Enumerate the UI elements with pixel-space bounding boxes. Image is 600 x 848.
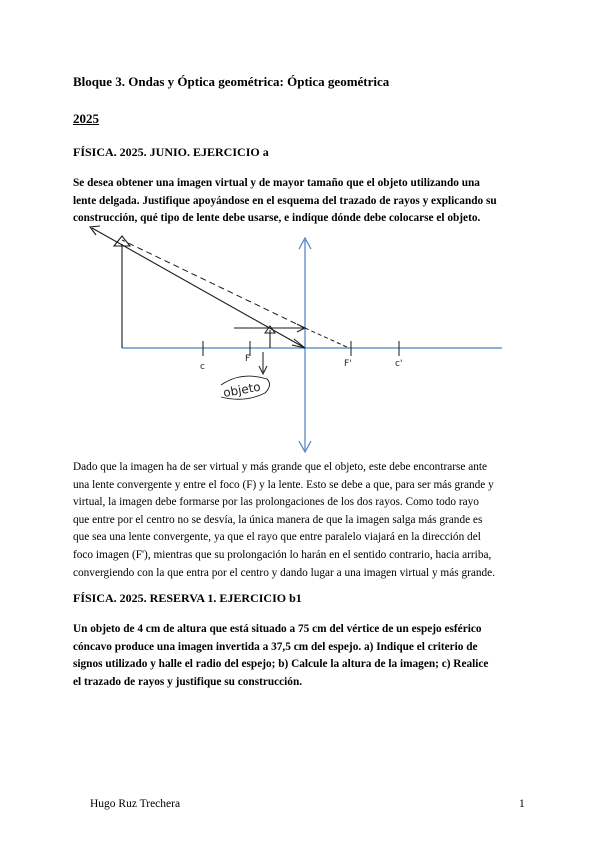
footer-author: Hugo Ruz Trechera: [90, 798, 181, 810]
exercise-1-answer: [73, 459, 528, 582]
question-line: Un objeto de 4 cm de altura que está situado a 75 cm del vértice de un espejo esférico: [73, 623, 482, 635]
footer-page-number: 1: [519, 798, 525, 810]
question-line: signos utilizado y halle el radio del espejo; b) Calcule la altura de la imagen; c) Realice: [73, 658, 489, 671]
answer-line: que sea una lente convergente, ya que el rayo que entre paralelo viajará en la dirección del: [73, 531, 481, 544]
exercise-2-heading: FÍSICA. 2025. RESERVA 1. EJERCICIO b1: [73, 591, 302, 605]
label-f: F: [245, 354, 251, 364]
year-heading: 2025: [73, 111, 99, 126]
label-f-prime: F': [344, 359, 352, 369]
answer-line: foco imagen (F'), mientras que su prolongación lo harán en el sentido contrario, hacia arriba,: [73, 548, 492, 561]
answer-line: una lente convergente y entre el foco (F) y la lente. Esto se debe a que, para ser más grande y: [73, 478, 494, 491]
question-line: el trazado de rayos y justifique su construcción.: [73, 675, 303, 688]
answer-line: Dado que la imagen ha de ser virtual y más grande que el objeto, este debe encontrarse ante: [73, 461, 488, 473]
answer-line: que entre por el centro no se desvía, la única manera de que la imagen salga más grande es: [73, 513, 483, 526]
block-title: Bloque 3. Ondas y Óptica geométrica: Óptica geométrica: [73, 74, 390, 89]
question-line: lente delgada. Justifique apoyándose en el esquema del trazado de rayos y explicando su: [73, 194, 497, 207]
central-ray-arrowhead: [90, 226, 100, 235]
question-line: construcción, qué tipo de lente debe usarse, e indique dónde debe colocarse el objeto.: [73, 212, 481, 225]
central-ray: [92, 228, 305, 348]
refracted-ray: [305, 328, 349, 348]
question-line: cóncavo produce una imagen invertida a 37,5 cm del espejo. a) Indique el criterio de: [73, 640, 478, 653]
answer-line: virtual, la imagen debe formarse por las prolongaciones de los dos rayos. Como todo rayo: [73, 496, 479, 509]
label-objeto: objeto: [222, 379, 262, 400]
central-ray-mid-arrowhead: [292, 339, 305, 348]
question-line: Se desea obtener una imagen virtual y de mayor tamaño que el objeto utilizando una: [73, 177, 480, 189]
exercise-2-question: [73, 621, 528, 691]
answer-line: convergiendo con la que entra por el centro y dando lugar a una imagen virtual y más grande.: [73, 566, 496, 579]
ray-prolongation: [122, 240, 305, 328]
label-c: c: [200, 362, 205, 372]
exercise-1-heading: FÍSICA. 2025. JUNIO. EJERCICIO a: [73, 145, 269, 159]
label-c-prime: c': [395, 359, 403, 369]
